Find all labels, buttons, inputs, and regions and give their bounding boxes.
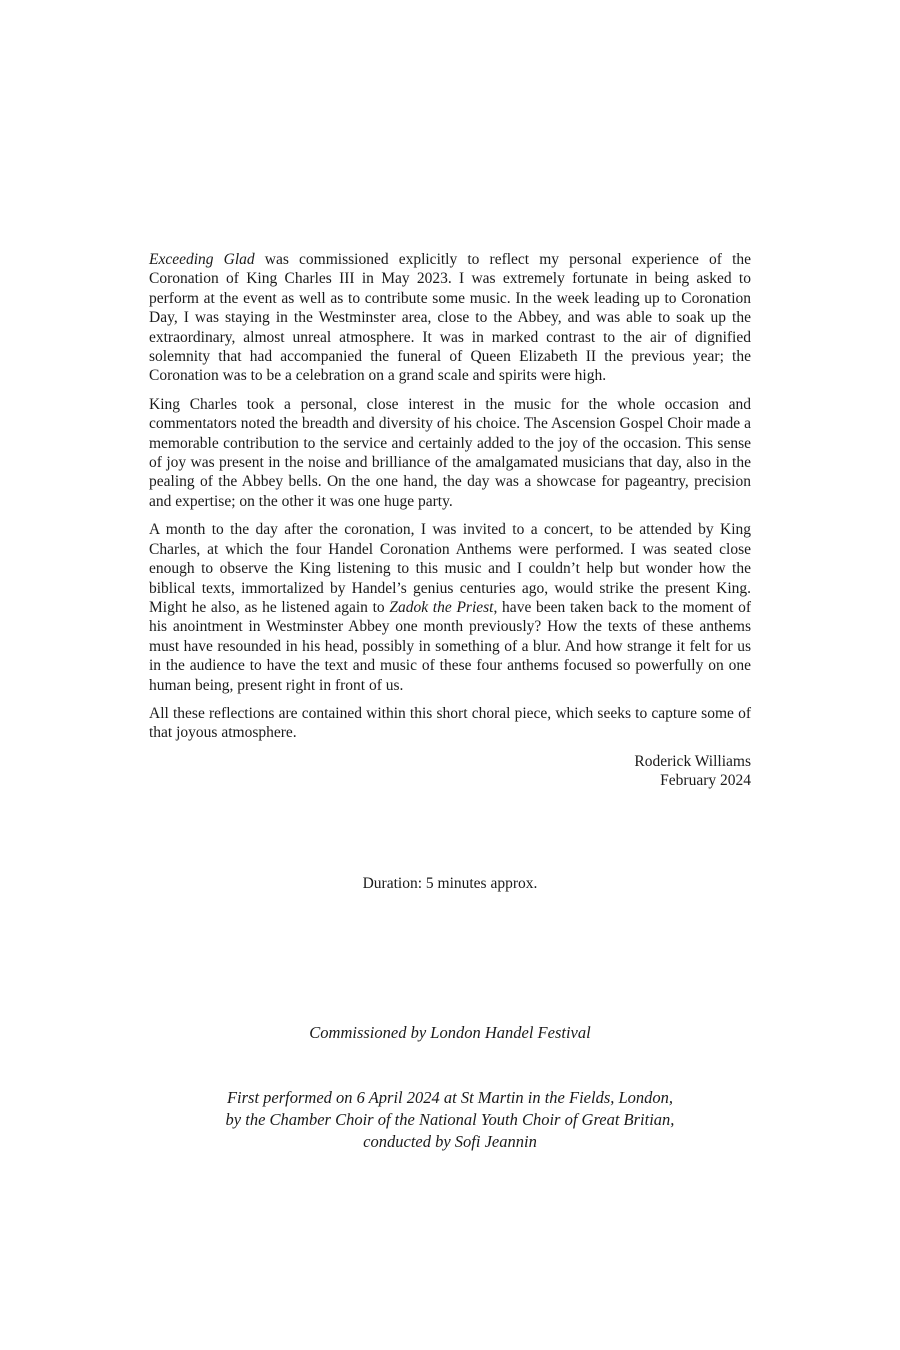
commission-credit: Commissioned by London Handel Festival: [309, 1023, 591, 1042]
signature-author: Roderick Williams: [634, 752, 751, 770]
anthem-title: Zadok the Priest: [389, 598, 494, 616]
premiere-line-2: by the Chamber Choir of the National Youth Choir of Great Britian,: [225, 1110, 675, 1129]
duration-note: Duration: 5 minutes approx.: [362, 875, 538, 892]
note-paragraph-1-text: was commissioned explicitly to reflect my personal experience of the Coronation of King Charles III in May 2023. I was extremely fortunate in being asked to perform at the event as well as to contribute some music. In the week leading up to Coronation Day, I was staying in the Westminster area, close to the Abbey, and was able to soak up the extraordinary, almost unreal atmosphere. It was in marked contrast to the air of dignified solemnity that had accompanied the funeral of Queen Elizabeth II the previous year; the Coronation was to be a celebration on a grand scale and spirits were high.: [149, 251, 751, 385]
note-paragraph-3-text-after: , have been taken back to the moment of his anointment in Westminster Abbey one month previously? How the texts of these anthems must have resounded in his head, possibly in something of a blur. And how strange it felt for us in the audience to have the text and music of these four anthems focused so powerfully on one human being, present right in front of us.: [149, 598, 752, 694]
note-paragraph-1: [149, 250, 751, 386]
signature-date: February 2024: [660, 772, 751, 790]
premiere-line-3: conducted by Sofi Jeannin: [363, 1132, 537, 1151]
signature: [149, 752, 751, 791]
composer-note: [149, 250, 751, 791]
note-paragraph-2: King Charles took a personal, close interest in the music for the whole occasion and commentators noted the breadth and diversity of his choice. The Ascension Gospel Choir made a memorable contribution to the service and certainly added to the joy of the occasion. This sense of joy was present in the noise and brilliance of the amalgamated musicians that day, also in the pealing of the Abbey bells. On the one hand, the day was a showcase for pageantry, precision and expertise; on the other it was one huge party.: [149, 395, 751, 510]
note-paragraph-4: All these reflections are contained within this short choral piece, which seeks to capture some of that joyous atmosphere.: [149, 704, 751, 742]
premiere-credit: [0, 1087, 900, 1153]
premiere-line-1: First performed on 6 April 2024 at St Martin in the Fields, London,: [226, 1088, 674, 1107]
note-paragraph-3: [149, 520, 751, 695]
note-paragraph-3-text-before: A month to the day after the coronation, I was invited to a concert, to be attended by King Charles, at which the four Handel Coronation Anthems were performed. I was seated close enough to observe the King listening to this music and I couldn’t help but wonder how the biblical texts, immortalized by Handel’s genius centuries ago, would strike the present King. Might he also, as he listened again to: [149, 521, 751, 616]
work-title: Exceeding Glad: [149, 251, 255, 268]
